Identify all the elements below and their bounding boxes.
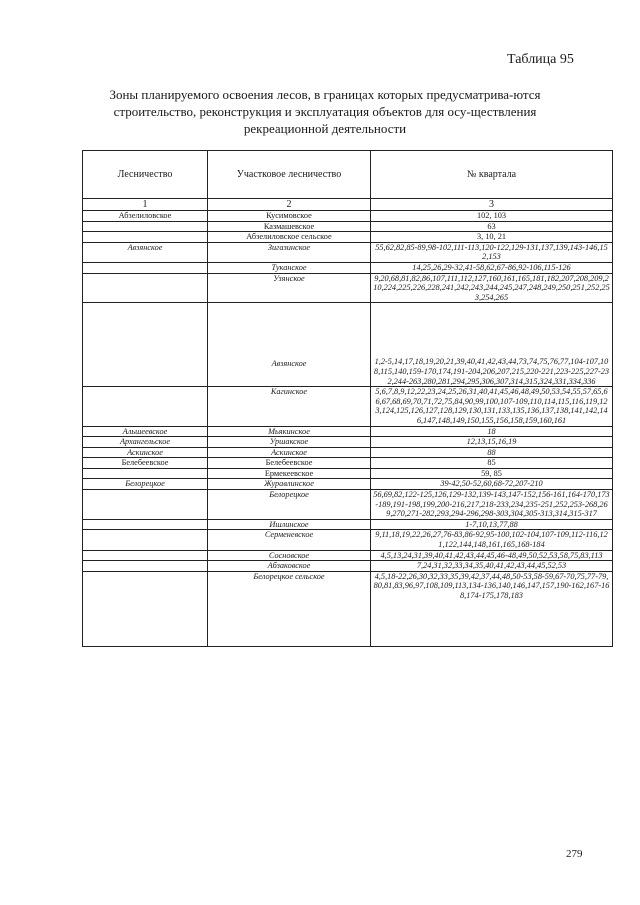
quarters-cell: 7,24,31,32,33,34,35,40,41,42,43,44,45,52,53 (371, 561, 613, 572)
district-cell: Ермекеевское (208, 468, 371, 479)
table-row (83, 303, 613, 387)
district-cell: Белорецкое (208, 490, 371, 520)
district-cell: Авзянское (208, 303, 371, 387)
table-row (83, 468, 613, 479)
forestry-cell (83, 550, 208, 561)
table-row (83, 571, 613, 646)
quarters-cell: 56,69,82,122-125,126,129-132,139-143,147-152,156-161,164-170,173-189,191-198,199,200-216,217,218-233,234,235-251,252,253-268,269,270,271-282,293,294-296,298-303,304,305-313,314,315-317 (371, 490, 613, 520)
quarters-cell: 5,6,7,8,9,12,22,23,24,25,26,31,40,41,45,46,48,49,50,53,54,55,57,65,66,67,68,69,70,71,72,75,84,90,99,100,107-109,110,114,115,116,119,123,124,125,126,127,128,129,130,131,133,135,136,137,138,141,142,146,147,148,149,150,155,156,158,159,160,161 (371, 387, 613, 426)
quarters-cell: 55,62,82,85-89,98-102,111-113,120-122,129-131,137,139,143-146,152,153 (371, 242, 613, 262)
forestry-cell: Абзелиловское (83, 211, 208, 222)
quarters-cell: 4,5,13,24,31,39,40,41,42,43,44,45,46-48,49,50,52,53,58,75,83,113 (371, 550, 613, 561)
quarters-cell: 9,11,18,19,22,26,27,76-83,86-92,95-100,102-104,107-109,112-116,121,122,144,148,161,165,168-184 (371, 530, 613, 550)
table-row (83, 479, 613, 490)
quarters-cell: 102, 103 (371, 211, 613, 222)
district-cell: Ишлинское (208, 519, 371, 530)
quarters-cell: 1,2-5,14,17,18,19,20,21,39,40,41,42,43,44,73,74,75,76,77,104-107,108,115,140,159-170,174,191-204,206,207,215,220-221,223-225,227-232,244-263,280,281,294,295,306,307,314,315,324,331,334,336 (371, 303, 613, 387)
quarters-cell: 9,20,68,81,82,86,107,111,112,127,160,161,165,181,182,207,208,209,210,224,225,226,228,241,242,243,244,245,247,248,249,250,251,252,253,254,265 (371, 273, 613, 303)
district-cell: Зигазинское (208, 242, 371, 262)
district-cell: Мьякинское (208, 426, 371, 437)
table-row (83, 273, 613, 303)
forestry-cell (83, 232, 208, 243)
quarters-cell: 12,13,15,16,19 (371, 437, 613, 448)
forestry-cell: Аскинское (83, 447, 208, 458)
header-quarters: № квартала (371, 151, 613, 199)
district-cell: Кусимовское (208, 211, 371, 222)
forestry-cell (83, 571, 208, 646)
column-number: 2 (208, 199, 371, 211)
district-cell: Белорецкое сельское (208, 571, 371, 646)
forestry-cell (83, 387, 208, 426)
table-row (83, 519, 613, 530)
forestry-cell (83, 221, 208, 232)
forestry-cell: Белебеевское (83, 458, 208, 469)
table-row (83, 387, 613, 426)
table-row (83, 426, 613, 437)
column-number-row (83, 199, 613, 211)
forestry-cell: Белорецкое (83, 479, 208, 490)
table-header-row (83, 151, 613, 199)
quarters-cell: 18 (371, 426, 613, 437)
forestry-cell: Альшеевское (83, 426, 208, 437)
district-cell: Журавлинское (208, 479, 371, 490)
column-number: 1 (83, 199, 208, 211)
quarters-cell: 59, 85 (371, 468, 613, 479)
forestry-cell (83, 303, 208, 387)
table-row (83, 232, 613, 243)
district-cell: Белебеевское (208, 458, 371, 469)
table-row (83, 262, 613, 273)
quarters-cell: 85 (371, 458, 613, 469)
district-cell: Абзаковское (208, 561, 371, 572)
forestry-cell (83, 490, 208, 520)
quarters-cell: 4,5,18-22,26,30,32,33,35,39,42,37,44,48,50-53,58-59,67-70,75,77-79,80,81,83,96,97,108,109,113,134-136,140,146,147,157,190-162,167-168,174-175,178,183 (371, 571, 613, 646)
quarters-cell: 63 (371, 221, 613, 232)
column-number: 3 (371, 199, 613, 211)
table-row (83, 458, 613, 469)
quarters-cell: 3, 10, 21 (371, 232, 613, 243)
forest-zones-table (82, 150, 613, 647)
district-cell: Серменевское (208, 530, 371, 550)
table-row (83, 211, 613, 222)
district-cell: Узянское (208, 273, 371, 303)
forestry-cell (83, 561, 208, 572)
table-row (83, 561, 613, 572)
table-row (83, 447, 613, 458)
forestry-cell (83, 530, 208, 550)
table-row (83, 530, 613, 550)
table-row (83, 490, 613, 520)
table-row (83, 221, 613, 232)
quarters-cell: 1-7,10,13,77,88 (371, 519, 613, 530)
quarters-cell: 88 (371, 447, 613, 458)
forestry-cell (83, 519, 208, 530)
district-cell: Аскинское (208, 447, 371, 458)
header-district: Участковое лесничество (208, 151, 371, 199)
forestry-cell (83, 468, 208, 479)
quarters-cell: 39-42,50-52,60,68-72,207-210 (371, 479, 613, 490)
district-cell: Абзелиловское сельское (208, 232, 371, 243)
table-number: Таблица 95 (507, 52, 574, 67)
table-row (83, 437, 613, 448)
page-number: 279 (566, 848, 583, 860)
table-row (83, 242, 613, 262)
forestry-cell: Авзянское (83, 242, 208, 262)
district-cell: Сосновское (208, 550, 371, 561)
district-cell: Уршакское (208, 437, 371, 448)
forestry-cell (83, 262, 208, 273)
table-title: Зоны планируемого освоения лесов, в границах которых предусматрива-ются строительство, реконструкция и эксплуатация объектов для осу-ществления рекреационной деятельности (109, 87, 541, 136)
district-cell: Туканское (208, 262, 371, 273)
district-cell: Казмашевское (208, 221, 371, 232)
header-forestry: Лесничество (83, 151, 208, 199)
forestry-cell (83, 273, 208, 303)
district-cell: Кагинское (208, 387, 371, 426)
table-row (83, 550, 613, 561)
quarters-cell: 14,25,26,29-32,41-58,62,67-86,92-106,115-126 (371, 262, 613, 273)
forestry-cell: Архангельское (83, 437, 208, 448)
